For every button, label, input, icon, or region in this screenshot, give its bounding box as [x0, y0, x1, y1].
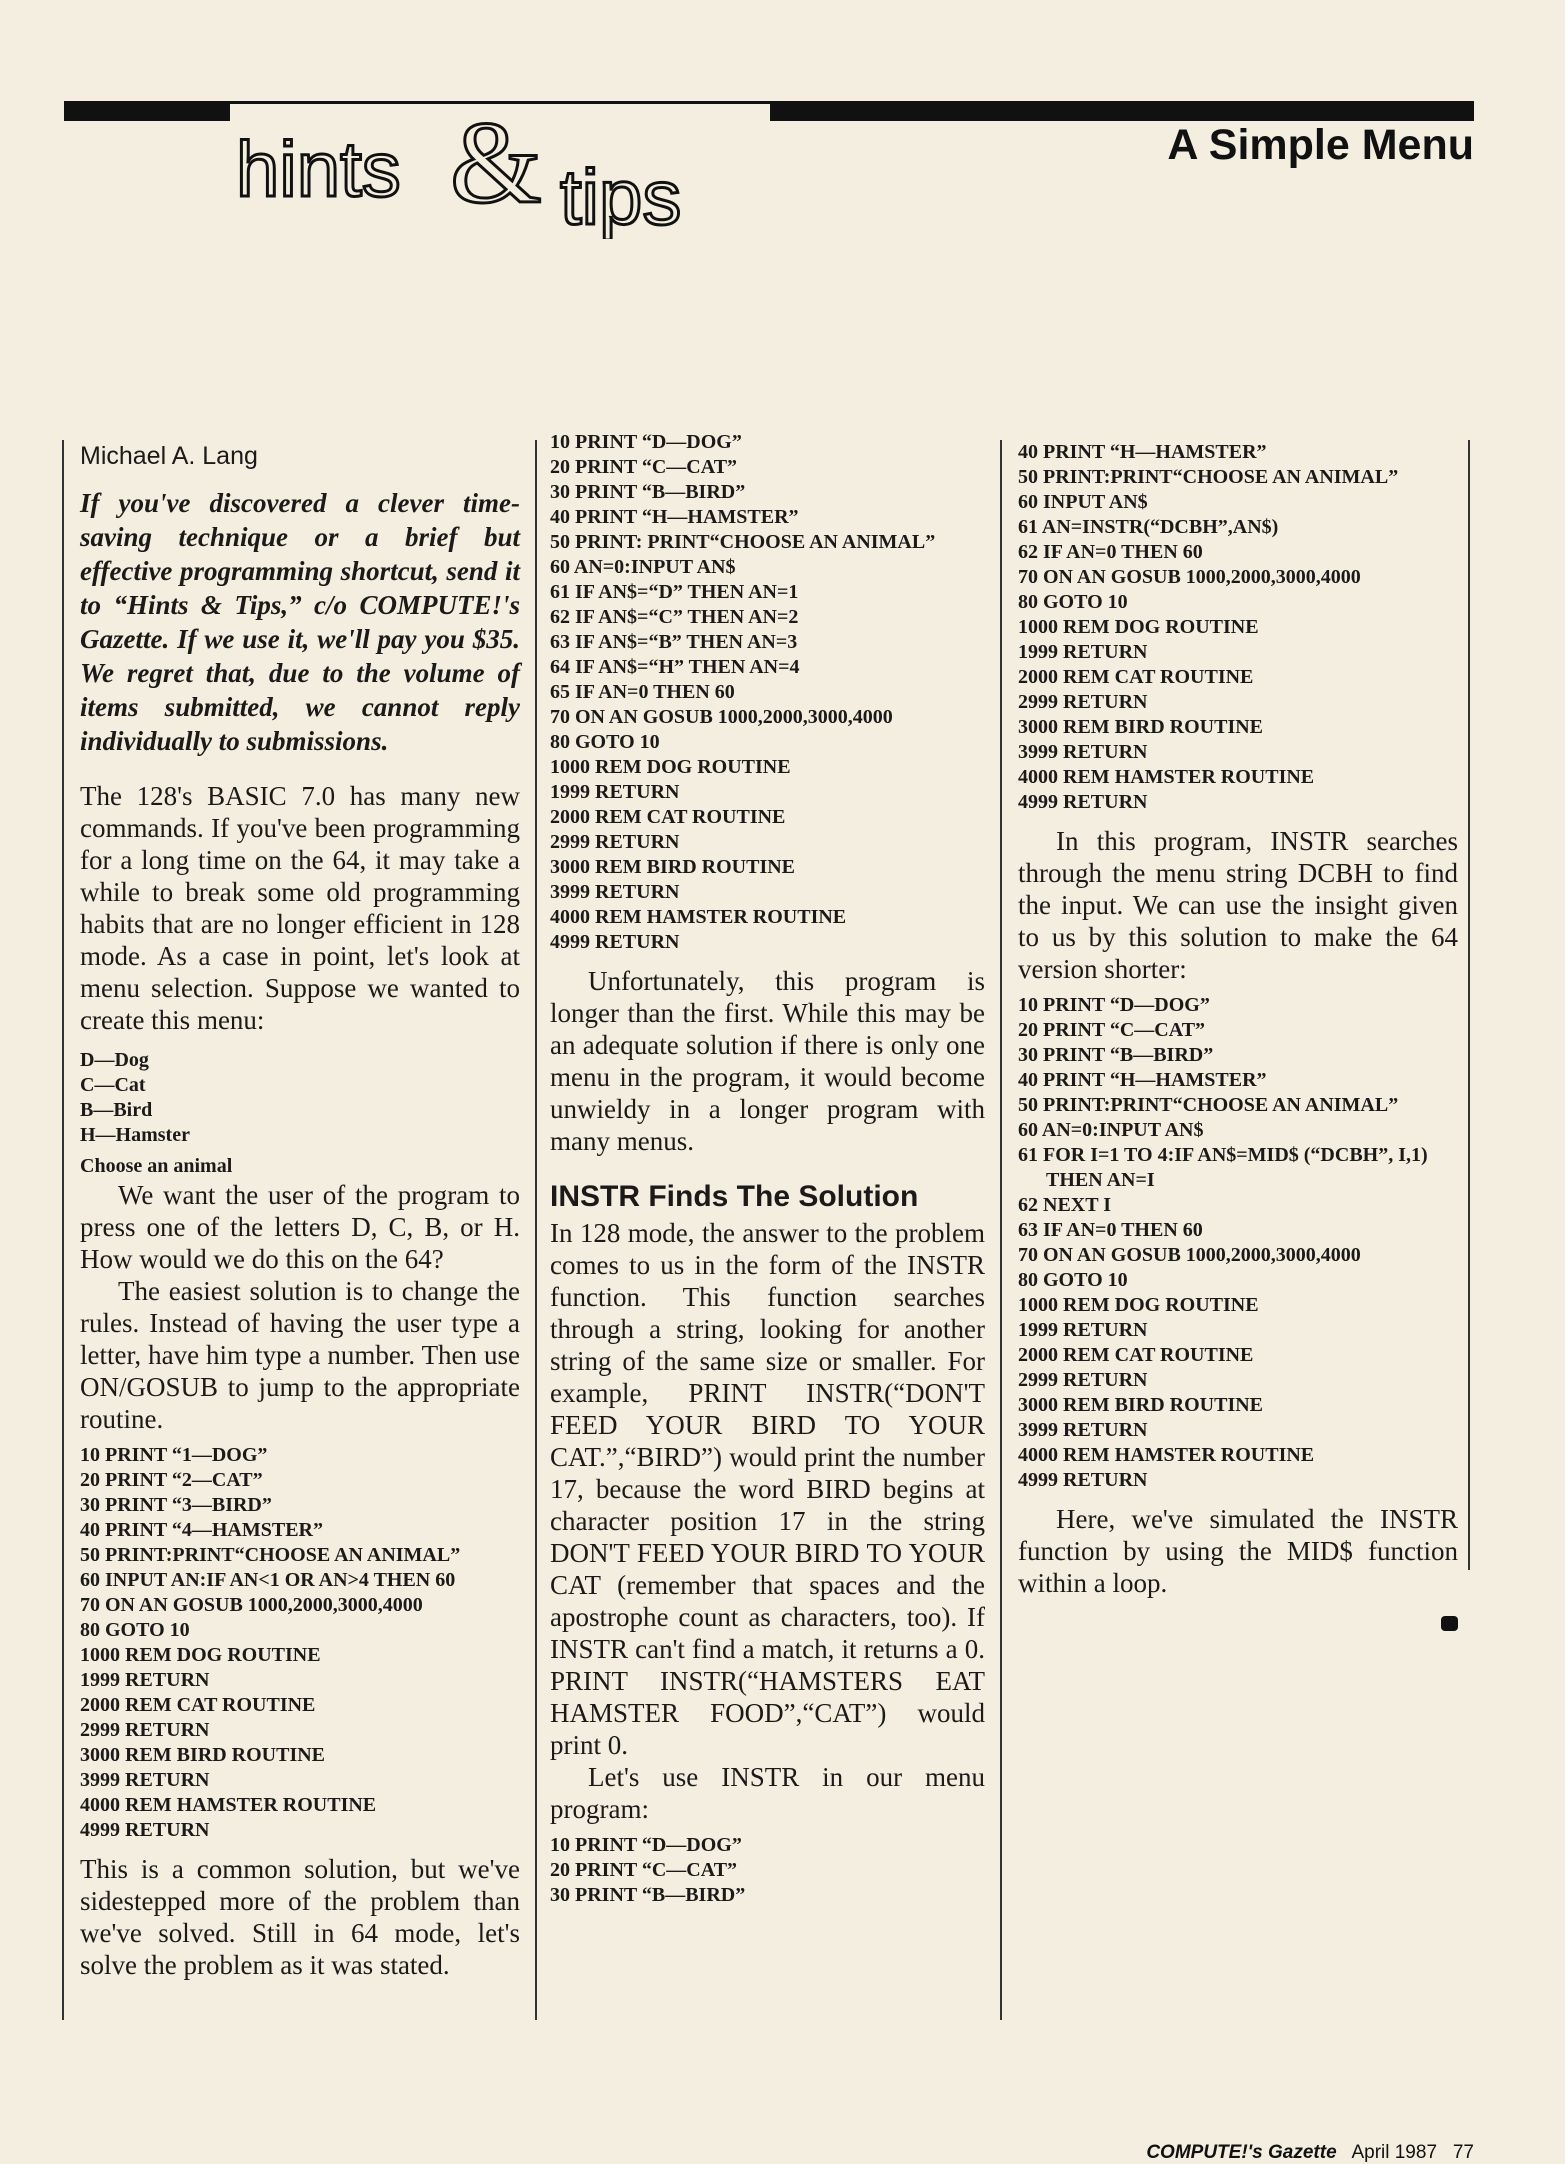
paragraph-final [1018, 1503, 1458, 1599]
code-line: 4999 RETURN [80, 1819, 210, 1841]
code-line: 2000 REM CAT ROUTINE [1018, 666, 1254, 688]
code-line: 4999 RETURN [1018, 791, 1148, 813]
code-line: 40 PRINT “H—HAMSTER” [1018, 441, 1267, 463]
code-line: 3000 REM BIRD ROUTINE [1018, 1394, 1264, 1416]
code-line: 10 PRINT “1—DOG” [80, 1444, 268, 1466]
code-line: 70 ON AN GOSUB 1000,2000,3000,4000 [1018, 1244, 1361, 1266]
code-line: 3999 RETURN [550, 881, 680, 903]
code-line: 61 FOR I=1 TO 4:IF AN$=MID$ (“DCBH”, I,1) THEN AN=I [1018, 1144, 1428, 1191]
paragraph: This is a common solution, but we've sidestepped more of the problem than we've solved. Still in 64 mode, let's solve the problem as it was stated. [80, 1854, 520, 1980]
code-line: 70 ON AN GOSUB 1000,2000,3000,4000 [1018, 566, 1361, 588]
code-line: 61 AN=INSTR(“DCBH”,AN$) [1018, 516, 1279, 538]
code-line: 2000 REM CAT ROUTINE [80, 1694, 316, 1716]
code-line: 4000 REM HAMSTER ROUTINE [1018, 766, 1315, 788]
column-rule-3 [1000, 440, 1002, 2020]
code-line: 61 IF AN$=“D” THEN AN=1 [550, 581, 799, 603]
paragraph-text: Here, we've simulated the INSTR function by using the MID$ function within a loop. [1018, 1504, 1458, 1598]
subheading: INSTR Finds The Solution [550, 1180, 919, 1213]
code-line: 1000 REM DOG ROUTINE [80, 1644, 321, 1666]
section-title: A Simple Menu [1167, 121, 1474, 169]
code-line: 1000 REM DOG ROUTINE [550, 756, 791, 778]
code-line: 62 IF AN$=“C” THEN AN=2 [550, 606, 799, 628]
code-line: 2000 REM CAT ROUTINE [550, 806, 786, 828]
code-line: 20 PRINT “2—CAT” [80, 1469, 263, 1491]
code-line: 1000 REM DOG ROUTINE [1018, 1294, 1259, 1316]
code-listing-1 [80, 1443, 520, 1843]
page-footer [1146, 2142, 1474, 2164]
paragraph: Let's use INSTR in our menu program: [550, 1762, 985, 1824]
code-line: 4000 REM HAMSTER ROUTINE [550, 906, 847, 928]
code-line: 30 PRINT “B—BIRD” [550, 1884, 746, 1906]
code-line: 1999 RETURN [550, 781, 680, 803]
logo-text-tips: tips [560, 153, 682, 239]
code-line: 3999 RETURN [1018, 1419, 1148, 1441]
menu-item: C—Cat [80, 1074, 146, 1096]
paragraph: In 128 mode, the answer to the problem comes to us in the form of the INSTR function. This function searches through a string, looking for another string of the same size or smaller. For example, PRINT INSTR(“DON'T FEED YOUR BIRD TO YOUR CAT.”,“BIRD”) would print the number 17, because the word BIRD begins at character position 17 in the string DON'T FEED YOUR BIRD TO YOUR CAT (remember that spaces and the apostrophe count as characters, too). If INSTR can't find a match, it returns a 0. PRINT INSTR(“HAMSTERS EAT HAMSTER FOOD”,“CAT”) would print 0. [550, 1218, 985, 1760]
code-line: 62 NEXT I [1018, 1194, 1111, 1216]
code-line: 3999 RETURN [1018, 741, 1148, 763]
paragraph: In this program, INSTR searches through the menu string DCBH to find the input. We can use the insight given to us by this solution to make the 64 version shorter: [1018, 826, 1458, 984]
code-line: 2999 RETURN [1018, 1369, 1148, 1391]
code-line: 40 PRINT “4—HAMSTER” [80, 1519, 323, 1541]
code-line: 50 PRINT:PRINT“CHOOSE AN ANIMAL” [1018, 466, 1399, 488]
code-line: 30 PRINT “3—BIRD” [80, 1494, 272, 1516]
code-listing-2 [550, 430, 985, 955]
hints-and-tips-logo [230, 104, 770, 239]
code-line: 60 INPUT AN$ [1018, 491, 1148, 513]
code-line: 20 PRINT “C—CAT” [550, 1859, 738, 1881]
code-line: 70 ON AN GOSUB 1000,2000,3000,4000 [80, 1594, 423, 1616]
code-line: 30 PRINT “B—BIRD” [1018, 1044, 1214, 1066]
code-line: 2999 RETURN [80, 1719, 210, 1741]
code-line: 10 PRINT “D—DOG” [1018, 994, 1210, 1016]
code-line: 4999 RETURN [1018, 1469, 1148, 1491]
paragraph: We want the user of the program to press one of the letters D, C, B, or H. How would we do this on the 64? [80, 1180, 520, 1274]
menu-item: H—Hamster [80, 1124, 190, 1146]
end-of-article-icon [1441, 1616, 1458, 1631]
code-line: 4999 RETURN [550, 931, 680, 953]
footer-date: April 1987 [1351, 2142, 1438, 2163]
code-line: 30 PRINT “B—BIRD” [550, 481, 746, 503]
code-line: 10 PRINT “D—DOG” [550, 1834, 742, 1856]
code-line: 50 PRINT:PRINT“CHOOSE AN ANIMAL” [1018, 1094, 1399, 1116]
intro-paragraph: If you've discovered a clever time-saving technique or a brief but effective programming shortcut, send it to “Hints & Tips,” c/o COMPUTE!'s Gazette. If we use it, we'll pay you $35. We regret that, due to the volume of items submitted, we cannot reply individually to submissions. [80, 488, 520, 756]
code-line: 80 GOTO 10 [80, 1619, 190, 1641]
code-line: 4000 REM HAMSTER ROUTINE [1018, 1444, 1315, 1466]
code-line: 64 IF AN$=“H” THEN AN=4 [550, 656, 800, 678]
column-2 [550, 430, 985, 1918]
column-rule-1 [62, 440, 64, 2020]
code-line: 60 AN=0:INPUT AN$ [1018, 1119, 1204, 1141]
code-line: 4000 REM HAMSTER ROUTINE [80, 1794, 377, 1816]
code-listing-4 [1018, 993, 1458, 1493]
paragraph: Unfortunately, this program is longer than the first. While this may be an adequate solution if there is only one menu in the program, it would become unwieldy in a longer program with many menus. [550, 966, 985, 1156]
code-line: 63 IF AN$=“B” THEN AN=3 [550, 631, 798, 653]
code-line: 62 IF AN=0 THEN 60 [1018, 541, 1203, 563]
code-line: 65 IF AN=0 THEN 60 [550, 681, 735, 703]
column-rule-2 [535, 440, 537, 2020]
menu-example [80, 1048, 520, 1148]
code-line: 80 GOTO 10 [550, 731, 660, 753]
logo-ampersand: & [450, 104, 542, 228]
code-line: 2999 RETURN [550, 831, 680, 853]
code-listing-3-cont [1018, 440, 1458, 815]
code-listing-3-start [550, 1833, 985, 1908]
paragraph: The 128's BASIC 7.0 has many new commands. If you've been programming for a long time on the 64, it may take a while to break some old programming habits that are no longer efficient in 128 mode. As a case in point, let's look at menu selection. Suppose we wanted to create this menu: [80, 781, 520, 1035]
logo-text-hints: hints [236, 125, 401, 213]
code-line: 3000 REM BIRD ROUTINE [550, 856, 796, 878]
menu-prompt: Choose an animal [80, 1155, 233, 1177]
code-line: 1999 RETURN [1018, 1319, 1148, 1341]
code-line: 2999 RETURN [1018, 691, 1148, 713]
column-rule-4 [1468, 440, 1470, 1570]
menu-item: D—Dog [80, 1049, 149, 1071]
code-line: 50 PRINT:PRINT“CHOOSE AN ANIMAL” [80, 1544, 461, 1566]
code-line: 80 GOTO 10 [1018, 591, 1128, 613]
code-line: 60 INPUT AN:IF AN<1 OR AN>4 THEN 60 [80, 1569, 456, 1591]
code-line: 3000 REM BIRD ROUTINE [1018, 716, 1264, 738]
code-line: 1999 RETURN [1018, 641, 1148, 663]
code-line: 20 PRINT “C—CAT” [1018, 1019, 1206, 1041]
menu-item: B—Bird [80, 1099, 153, 1121]
code-line: 1000 REM DOG ROUTINE [1018, 616, 1259, 638]
code-line: 63 IF AN=0 THEN 60 [1018, 1219, 1203, 1241]
code-line: 70 ON AN GOSUB 1000,2000,3000,4000 [550, 706, 893, 728]
code-line: 1999 RETURN [80, 1669, 210, 1691]
code-line: 10 PRINT “D—DOG” [550, 431, 742, 453]
code-line: 3999 RETURN [80, 1769, 210, 1791]
author-byline: Michael A. Lang [80, 442, 258, 470]
code-line: 60 AN=0:INPUT AN$ [550, 556, 736, 578]
code-line: 50 PRINT: PRINT“CHOOSE AN ANIMAL” [550, 531, 936, 553]
code-line: 2000 REM CAT ROUTINE [1018, 1344, 1254, 1366]
code-line: 80 GOTO 10 [1018, 1269, 1128, 1291]
code-line: 40 PRINT “H—HAMSTER” [550, 506, 799, 528]
footer-page-number: 77 [1452, 2142, 1474, 2163]
code-line: 40 PRINT “H—HAMSTER” [1018, 1069, 1267, 1091]
end-of-article [1018, 1605, 1458, 1637]
code-line: 3000 REM BIRD ROUTINE [80, 1744, 326, 1766]
code-line: 20 PRINT “C—CAT” [550, 456, 738, 478]
paragraph: The easiest solution is to change the rules. Instead of having the user type a letter, have him type a number. Then use ON/GOSUB to jump to the appropriate routine. [80, 1276, 520, 1434]
column-1 [80, 440, 520, 1981]
footer-publication: COMPUTE!'s Gazette [1146, 2142, 1337, 2163]
column-3 [1018, 440, 1458, 1637]
